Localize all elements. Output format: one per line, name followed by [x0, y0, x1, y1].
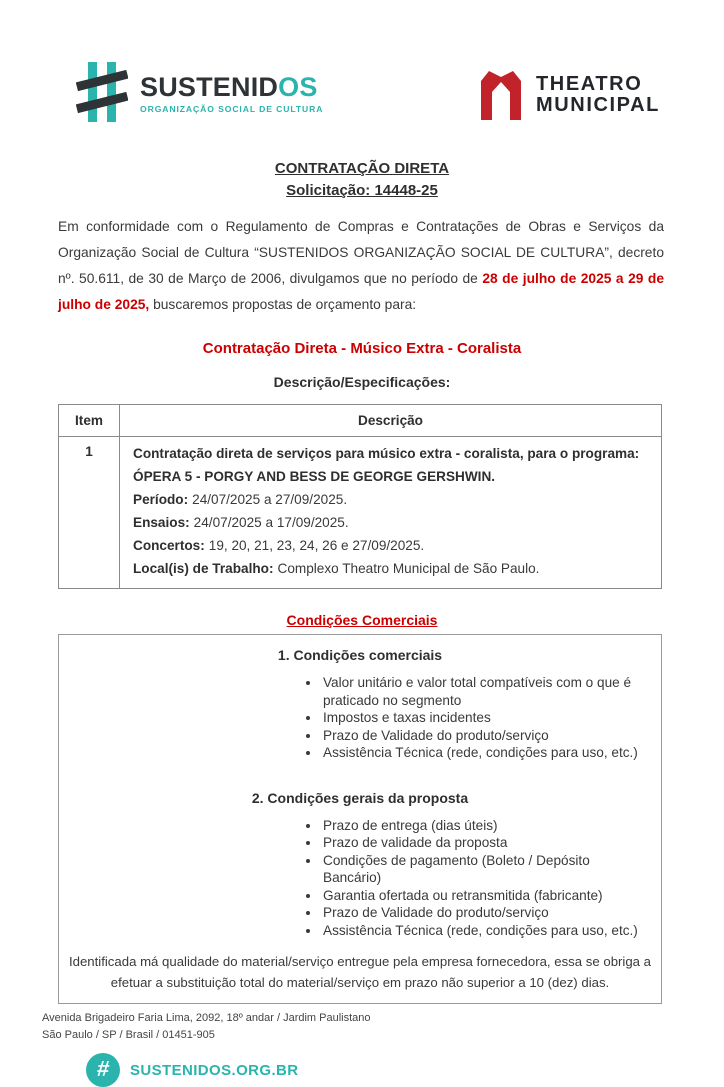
- sustenidos-tagline: ORGANIZAÇÃO SOCIAL DE CULTURA: [140, 104, 324, 114]
- field-ensaios-value: 24/07/2025 a 17/09/2025.: [193, 515, 349, 530]
- list-item: • Impostos e taxas incidentes: [321, 709, 651, 727]
- field-local-trabalho: [133, 557, 649, 580]
- column-header-item: Item: [59, 405, 120, 437]
- list-item: • Assistência Técnica (rede, condições para uso, etc.): [321, 922, 651, 940]
- theatro-line1: THEATRO: [535, 73, 643, 95]
- title-line1: CONTRATAÇÃO DIRETA: [274, 160, 450, 177]
- theatro-logo-text: [536, 74, 660, 116]
- sustenidos-name-main: SUSTENID: [140, 72, 279, 102]
- address-line1: Avenida Brigadeiro Faria Lima, 2092, 18º andar / Jardim Paulistano: [42, 1012, 371, 1024]
- theatro-line2: MUNICIPAL: [535, 94, 660, 116]
- subject-heading: Contratação Direta - Músico Extra - Coralista: [202, 340, 522, 357]
- field-ensaios-label: Ensaios:: [133, 515, 190, 530]
- sustenidos-logo-text: [140, 60, 323, 114]
- sustenidos-logo: [76, 60, 323, 124]
- list-item: • Prazo de validade da proposta: [321, 834, 651, 852]
- conditions-section2-title: 2. Condições gerais da proposta: [251, 789, 469, 806]
- spec-heading: Descrição/Especificações:: [273, 374, 451, 390]
- footer-site-row: [86, 1053, 724, 1087]
- field-concertos: [133, 534, 649, 557]
- field-concertos-value: 19, 20, 21, 23, 24, 26 e 27/09/2025.: [208, 538, 425, 553]
- footer-site-url: SUSTENIDOS.ORG.BR: [130, 1061, 299, 1079]
- quality-note: Identificada má qualidade do material/serviço entregue pela empresa fornecedora, essa se obriga a efetuar a substituição total do material/serviço em prazo não superior a 10 (dez) dias.: [68, 954, 652, 990]
- intro-part1: Em conformidade com o Regulamento de Compras e Contratações de Obras e Serviços da Organização Social de Cultura “SUSTENIDOS ORGANIZAÇÃO SOCIAL DE CULTURA”, decreto nº. 50.611, de 30 de Março de 2006, divulgamos que no período de: [58, 219, 664, 286]
- page-header: [0, 0, 724, 124]
- conditions-box: [58, 634, 662, 1004]
- field-local-trabalho-label: Local(is) de Trabalho:: [133, 561, 274, 576]
- conditions-section1-list: [59, 674, 651, 762]
- column-header-descricao: Descrição: [120, 405, 662, 437]
- field-ensaios: [133, 511, 649, 534]
- intro-period-highlight: 28 de julho de 2025 a 29 de julho de 2025,: [58, 271, 664, 312]
- list-item: • Condições de pagamento (Boleto / Depósito Bancário): [321, 852, 651, 887]
- intro-paragraph: [58, 214, 664, 318]
- footer-address: [42, 1010, 724, 1043]
- field-periodo-label: Período:: [133, 492, 189, 507]
- sustenidos-name-accent: OS: [278, 72, 318, 102]
- hash-circle-icon: #: [86, 1053, 120, 1087]
- list-item: • Prazo de Validade do produto/serviço: [321, 904, 651, 922]
- item-description-cell: [120, 437, 662, 589]
- title-line2-solicitacao: Solicitação: 14448-25: [286, 182, 438, 199]
- sustenidos-logo-name: [140, 74, 323, 100]
- list-item: • Garantia ofertada ou retransmitida (fabricante): [321, 887, 651, 905]
- field-periodo-value: 24/07/2025 a 27/09/2025.: [192, 492, 348, 507]
- item-title: Contratação direta de serviços para músico extra - coralista, para o programa: ÓPERA 5 - PORGY AND BESS DE GEORGE GERSHWIN.: [133, 446, 640, 484]
- list-item: • Prazo de Validade do produto/serviço: [321, 727, 651, 745]
- field-periodo: [133, 488, 649, 511]
- description-table: [58, 404, 662, 589]
- table-row: [59, 437, 662, 589]
- address-line2: São Paulo / SP / Brasil / 01451-905: [42, 1028, 215, 1041]
- page-footer: [0, 1010, 724, 1087]
- intro-part2: buscaremos propostas de orçamento para:: [149, 297, 417, 312]
- conditions-section1-title: 1. Condições comerciais: [277, 647, 443, 663]
- conditions-heading: Condições Comerciais: [286, 612, 438, 628]
- table-header-row: [59, 405, 662, 437]
- theatro-municipal-logo: [479, 60, 660, 122]
- list-item: • Assistência Técnica (rede, condições para uso, etc.): [321, 744, 651, 762]
- item-number-cell: 1: [59, 437, 120, 589]
- hash-icon: [76, 60, 128, 124]
- list-item: • Valor unitário e valor total compatíveis com o que é praticado no segmento: [321, 674, 651, 709]
- arch-icon: [479, 68, 523, 122]
- list-item: • Prazo de entrega (dias úteis): [321, 817, 651, 835]
- conditions-section2-list: [59, 817, 651, 940]
- field-concertos-label: Concertos:: [133, 538, 205, 553]
- field-local-trabalho-value: Complexo Theatro Municipal de São Paulo.: [277, 561, 540, 576]
- document-title: [0, 158, 724, 202]
